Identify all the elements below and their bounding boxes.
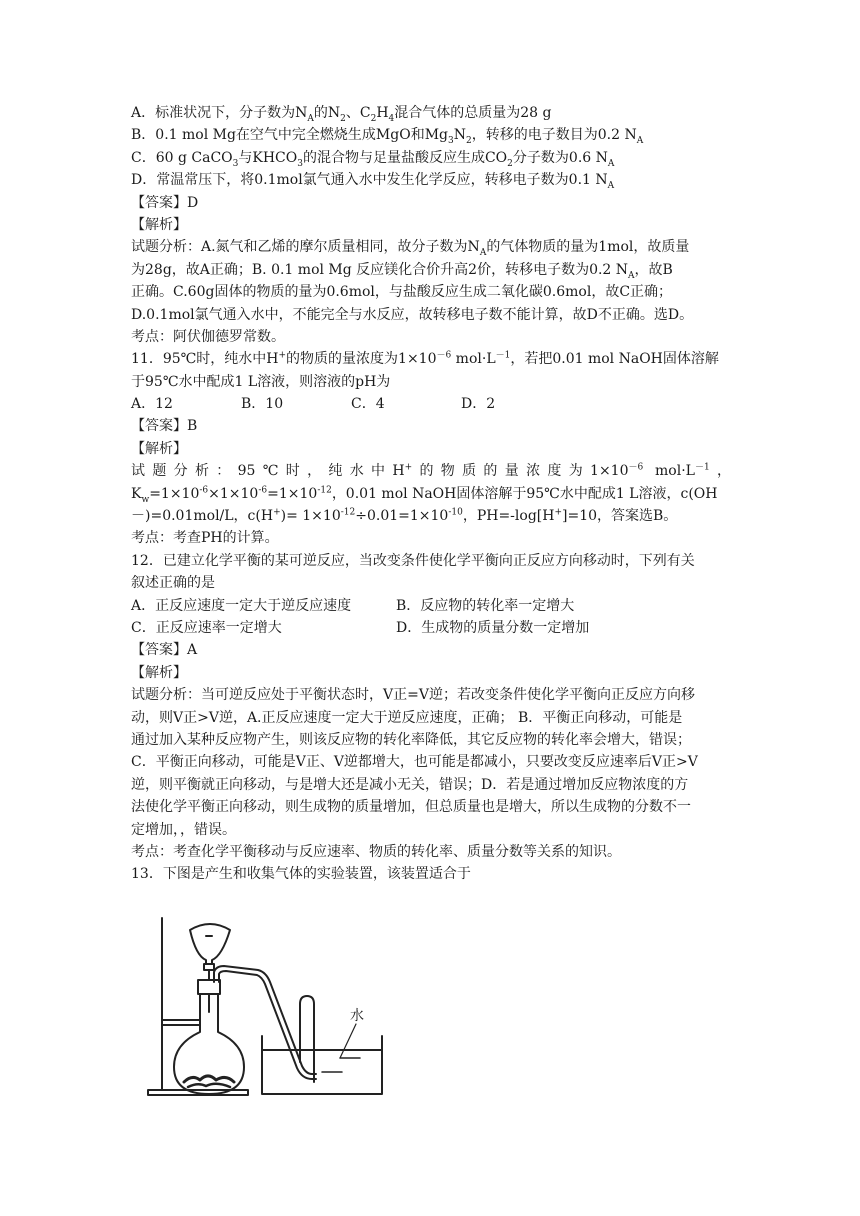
q12-stem: 叙述正确的是 [131,575,215,592]
q11-analysis-line: $K_w=1\times 10^{-6}\times 1\times 10^{-6}=1\times 10^{-12}$，0.01 mol NaOH固体溶解于95℃水中配成1 L溶液，c(OH [131,484,718,505]
q12-analysis-heading: 【解析】 [131,664,187,681]
q11-options [131,393,731,415]
q11-option-b: B．10 [241,396,284,413]
q10-option-a: A．标准状况下，分子数为$N_A$的$N_2$、$C_2H_4$混合气体的总质量为28 g [131,105,552,124]
q10-kaodian: 考点：阿伏伽德罗常数。 [131,328,285,345]
q12-analysis-line: 试题分析：当可逆反应处于平衡状态时，V正=V逆；若改变条件使化学平衡向正反应方向移 [131,687,695,704]
q11-analysis-line: －)=0.01mol/L，$c(H^+)= 1\times 10^{-12}\div 0.01=1\times 10^{-10}$，PH=-log[H+]=10，答案选B。 [131,507,678,525]
q12-option-d: D．生成物的质量分数一定增加 [396,619,590,636]
q10-answer: 【答案】D [131,194,199,211]
q12-option-b: B．反应物的转化率一定增大 [396,597,575,614]
gas-apparatus-figure [140,912,390,1097]
q12-analysis-line: 定增加，，错误。 [131,821,236,838]
q11-answer: 【答案】B [131,418,198,435]
q10-analysis-line: D.0.1mol氯气通入水中，不能完全与水反应，故转移电子数不能计算，故D不正确。选D。 [131,306,694,323]
q12-analysis-line: 通过加入某种反应物产生，则该反应物的转化率降低，其它反应物的转化率会增大，错误； [131,731,691,748]
q10-option-d: D．常温常压下，将0.1mol氯气通入水中发生化学反应，转移电子数为0.1 $N_A$ [131,172,615,191]
q11-stem: 于95℃水中配成1 L溶液，则溶液的pH为 [131,373,391,390]
q12-answer: 【答案】A [131,642,198,659]
q10-analysis-line: 试题分析：A.氮气和乙烯的摩尔质量相同，故分子数为$N_A$的气体物质的量为1mol，故质量 [131,239,690,259]
q12-analysis-line: 法使化学平衡正向移动，则生成物的质量增加，但总质量也是增大，所以生成物的分数不一 [131,799,691,816]
q10-analysis-line: 为28g，故A正确；B. 0.1 mol Mg 反应镁化合价升高2价，转移电子数为0.2 $N_A$，故B [131,261,673,281]
q12-option-c: C．正反应速率一定增大 [131,619,282,636]
water-label: 水 [350,1008,364,1024]
q11-kaodian: 考点：考查PH的计算。 [131,530,279,547]
q12-stem: 12．已建立化学平衡的某可逆反应，当改变条件使化学平衡向正反应方向移动时，下列有关 [131,552,695,569]
document-body [131,102,731,886]
q12-analysis-line: C．平衡正向移动，可能是V正、V逆都增大，也可能是都减小，只要改变反应速率后V正>V [131,754,698,771]
q12-analysis-line: 逆，则平衡就正向移动，与是增大还是减小无关，错误；D．若是通过增加反应物浓度的方 [131,776,689,793]
water-label-leader [340,1024,356,1058]
q10-analysis-heading: 【解析】 [131,216,187,233]
q10-option-c: C．60 g CaCO$_3$与$KHCO_3$的混合物与足量盐酸反应生成$CO_2$分子数为0.6 $N_A$ [131,149,615,169]
q12-kaodian: 考点：考查化学平衡移动与反应速率、物质的转化率、质量分数等关系的知识。 [131,843,621,860]
q11-option-c: C．4 [351,396,385,413]
q11-option-a: A．12 [131,396,173,413]
q10-analysis-line: 正确。C.60g固体的物质的量为0.6mol，与盐酸反应生成二氧化碳0.6mol，故C正确； [131,284,673,301]
separatory-funnel [190,924,230,964]
q10-option-b: B．0.1 mol Mg在空气中完全燃烧生成MgO和$Mg_3N_2$，转移的电子数目为0.2 $N_A$ [131,127,644,147]
water-trough [262,1036,382,1094]
collecting-test-tube [300,996,314,1082]
flask-stopper [198,980,220,994]
q12-options-row [131,617,731,639]
q11-analysis-line: 试题分析：95℃时，纯水中H+的物质的量浓度为$1\times 10^{-6}$ $mol\cdot L^{-1}$， [131,462,731,480]
q13-stem: 13．下图是产生和收集气体的实验装置，该装置适合于 [131,866,471,883]
q11-analysis-heading: 【解析】 [131,440,187,457]
q12-option-a: A．正反应速度一定大于逆反应速度 [131,597,352,614]
q12-options-row [131,595,731,617]
q12-analysis-line: 动，则V正>V逆，A.正反应速度一定大于逆反应速度，正确； B．平衡正向移动，可能是 [131,709,683,726]
q11-option-d: D．2 [461,396,496,413]
q11-stem: 11．95℃时，纯水中H+的物质的量浓度为$1\times 10^{-6}$ $mol\cdot L^{-1}$，若把0.01 mol NaOH固体溶解 [131,350,719,368]
